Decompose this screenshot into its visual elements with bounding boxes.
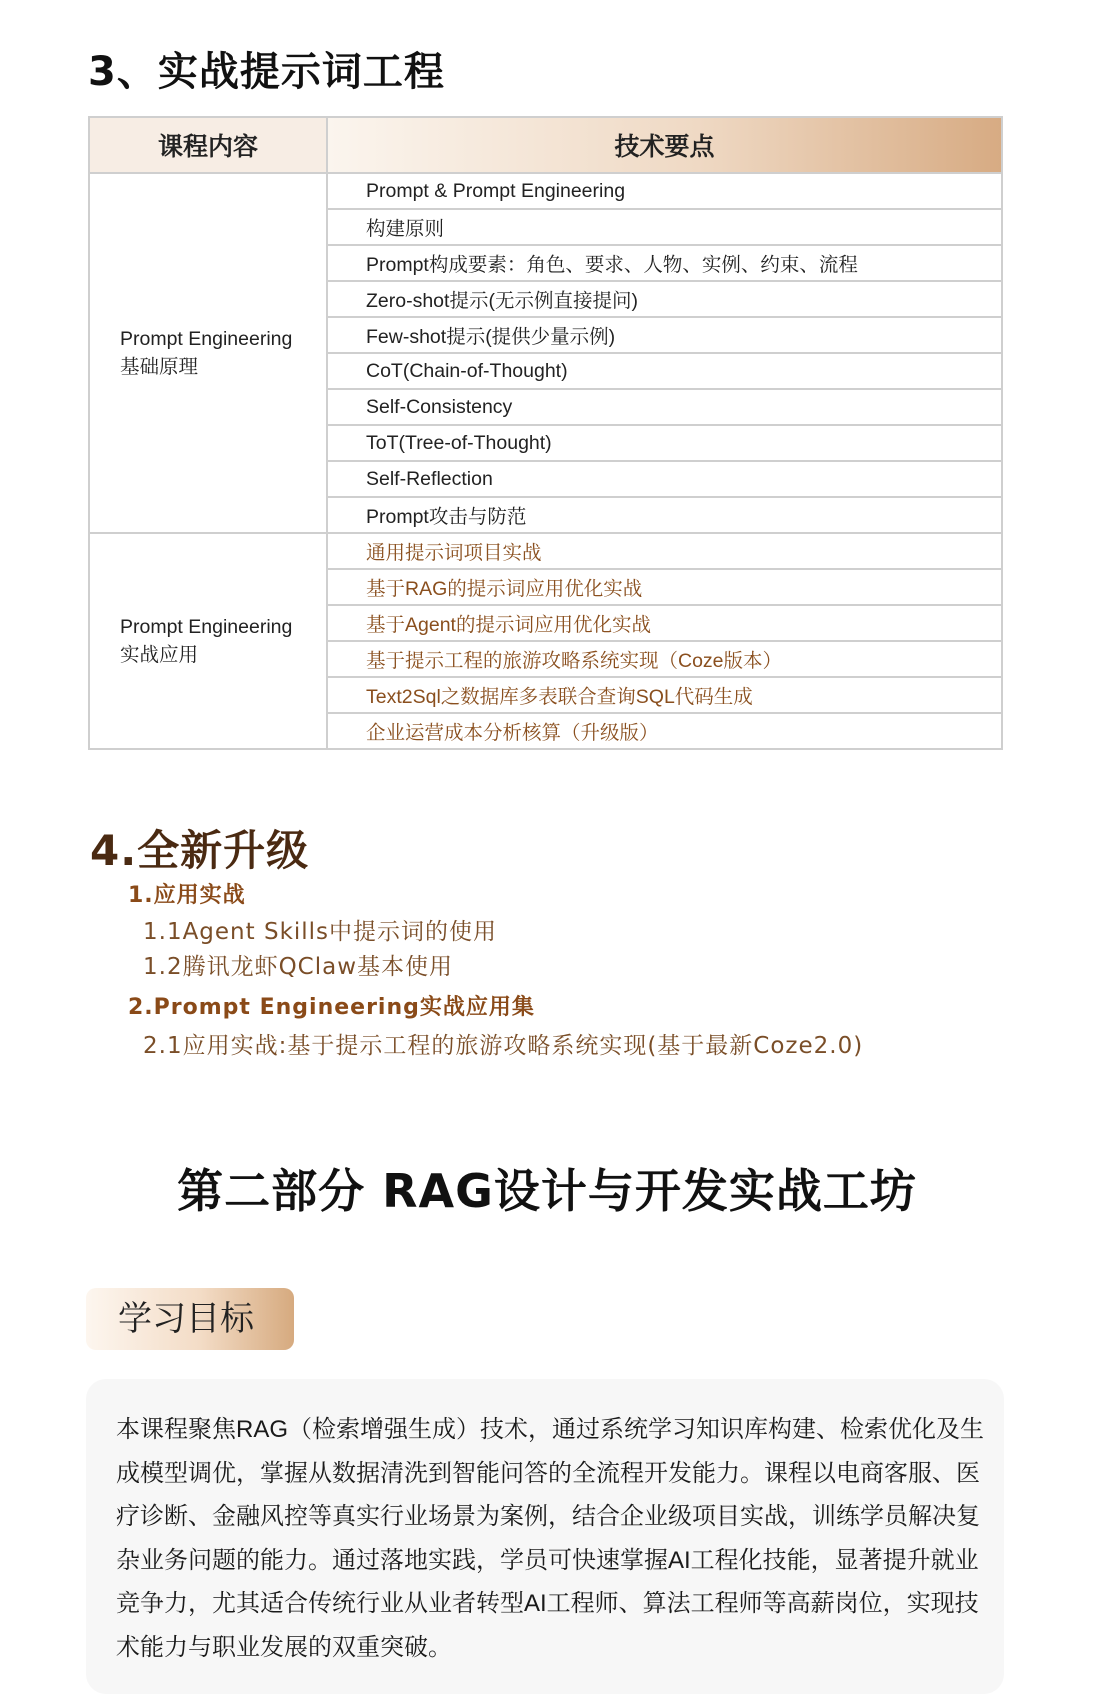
description-text: 本课程聚焦RAG（检索增强生成）技术，通过系统学习知识库构建、检索优化及生成模型调优，掌握从数据清洗到智能问答的全流程开发能力。课程以电商客服、医疗诊断、金融风控等真实行业场景为案例，结合企业级项目实战，训练学员解决复杂业务问题的能力。通过落地实践，学员可快速掌握AI工程化技能，显著提升就业竞争力，尤其适合传统行业从业者转型AI工程师、算法工程师等高薪岗位，实现技术能力与职业发展的双重突破。 bbox=[116, 1416, 985, 1661]
header-tech-points: 技术要点 bbox=[327, 117, 1002, 173]
tech-point: 基于RAG的提示词应用优化实战 bbox=[327, 569, 1002, 605]
tech-point: Zero-shot提示(无示例直接提问) bbox=[327, 281, 1002, 317]
section-3-title: 3、实战提示词工程 bbox=[88, 49, 445, 95]
group-label-line2: 基础原理 bbox=[120, 356, 199, 378]
group-label-basics bbox=[89, 173, 327, 533]
tech-point: 基于提示工程的旅游攻略系统实现（Coze版本） bbox=[327, 641, 1002, 677]
list-item: 1.1Agent Skills中提示词的使用 bbox=[143, 919, 498, 945]
tech-point: Self-Reflection bbox=[327, 461, 1002, 497]
group-label-line1: Prompt Engineering bbox=[120, 328, 293, 350]
subsection-title: 1.应用实战 bbox=[128, 883, 246, 908]
table-row bbox=[89, 533, 1002, 569]
group-label-line1: Prompt Engineering bbox=[120, 616, 293, 638]
table-header-row bbox=[89, 117, 1002, 173]
group-label-line2: 实战应用 bbox=[120, 644, 199, 666]
tech-point: 通用提示词项目实战 bbox=[327, 533, 1002, 569]
tech-point: 基于Agent的提示词应用优化实战 bbox=[327, 605, 1002, 641]
learning-goal-label: 学习目标 bbox=[86, 1288, 294, 1350]
tech-point: Few-shot提示(提供少量示例) bbox=[327, 317, 1002, 353]
table-row bbox=[89, 173, 1002, 209]
list-item: 1.2腾讯龙虾QClaw基本使用 bbox=[143, 954, 454, 980]
subsection-title: 2.Prompt Engineering实战应用集 bbox=[128, 995, 535, 1020]
tech-point: Prompt攻击与防范 bbox=[327, 497, 1002, 533]
tech-point: ToT(Tree-of-Thought) bbox=[327, 425, 1002, 461]
section-4-title: 4.全新升级 bbox=[90, 826, 310, 875]
tech-point: Prompt & Prompt Engineering bbox=[327, 173, 1002, 209]
tech-point: Text2Sql之数据库多表联合查询SQL代码生成 bbox=[327, 677, 1002, 713]
tech-point: 企业运营成本分析核算（升级版） bbox=[327, 713, 1002, 749]
tech-point: Self-Consistency bbox=[327, 389, 1002, 425]
part-2-title: 第二部分 RAG设计与开发实战工坊 bbox=[177, 1164, 917, 1218]
header-course-content: 课程内容 bbox=[89, 117, 327, 173]
tech-point: CoT(Chain-of-Thought) bbox=[327, 353, 1002, 389]
course-table bbox=[88, 116, 1003, 750]
tech-point: Prompt构成要素：角色、要求、人物、实例、约束、流程 bbox=[327, 245, 1002, 281]
list-item: 2.1应用实战:基于提示工程的旅游攻略系统实现(基于最新Coze2.0) bbox=[143, 1033, 864, 1059]
tech-point: 构建原则 bbox=[327, 209, 1002, 245]
group-label-practice bbox=[89, 533, 327, 749]
